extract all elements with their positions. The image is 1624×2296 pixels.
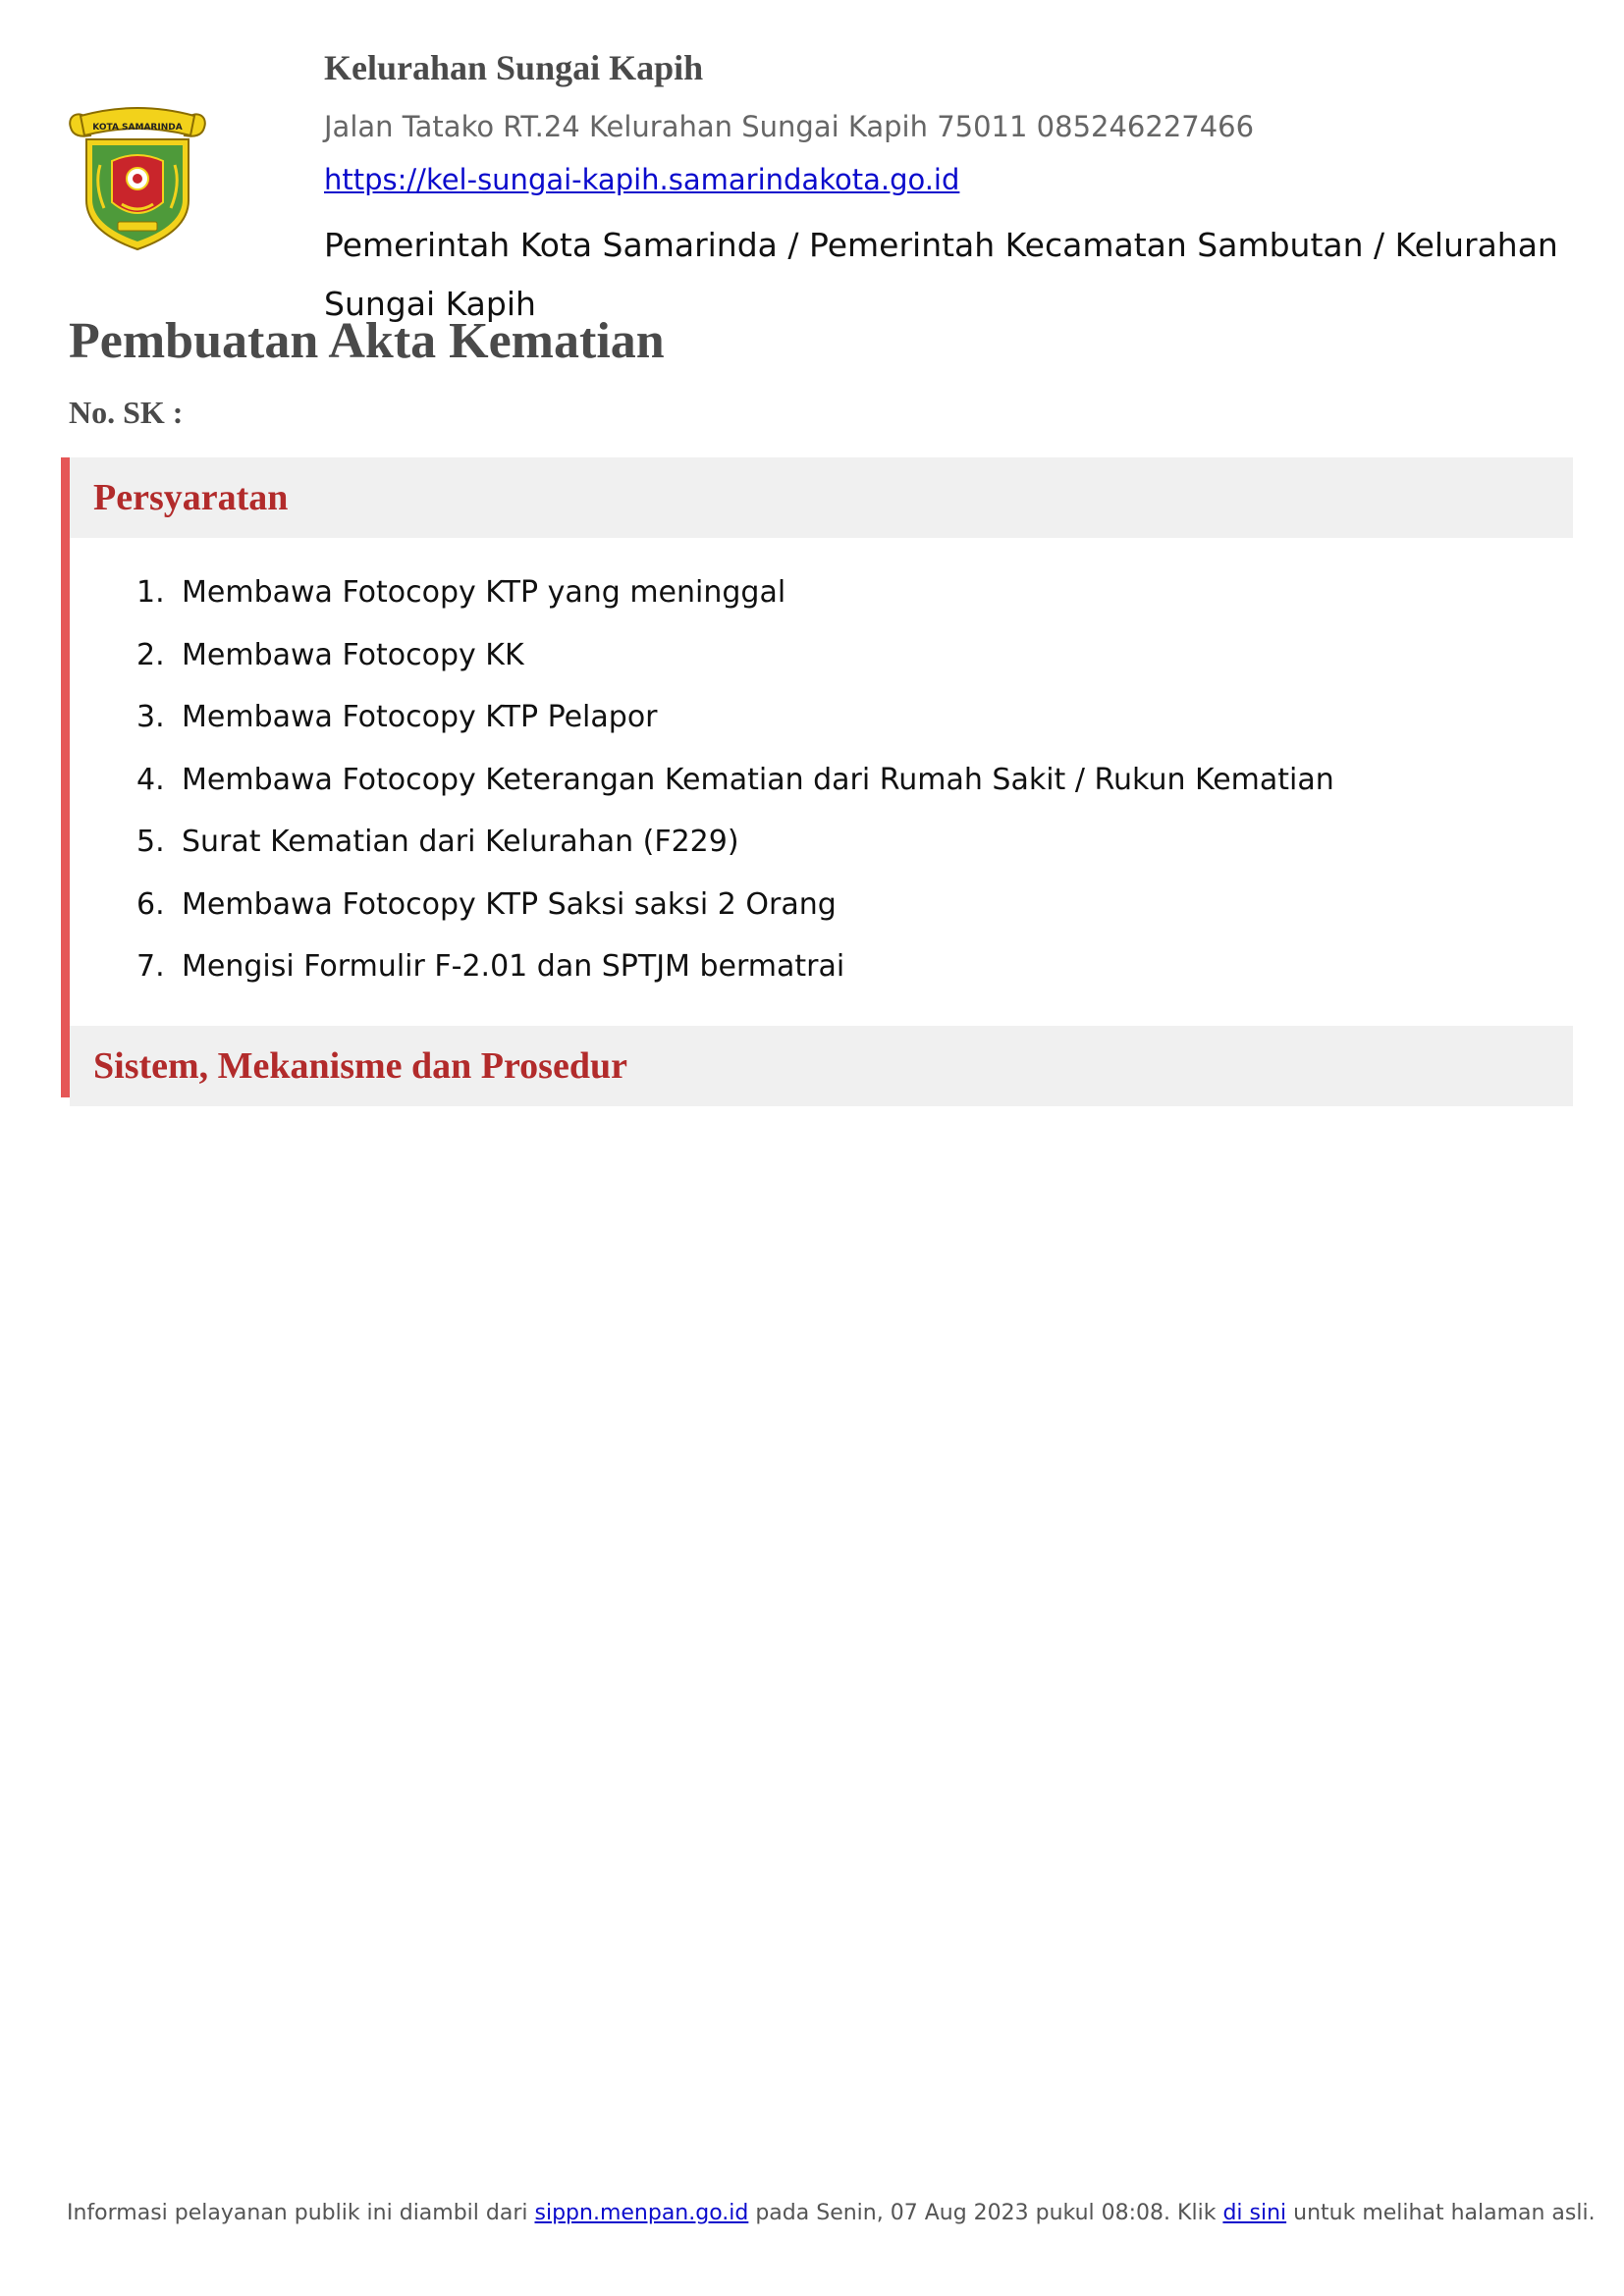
source-footer [67, 2201, 1596, 2225]
list-item-number: 6. [136, 886, 165, 922]
original-page-link[interactable]: di sini [1222, 2201, 1287, 2225]
list-item-text: Membawa Fotocopy KTP Saksi saksi 2 Orang [182, 886, 837, 922]
source-link[interactable]: sippn.menpan.go.id [534, 2201, 749, 2225]
list-item-number: 5. [136, 825, 165, 859]
letterhead [0, 0, 1624, 323]
list-item [70, 749, 1573, 812]
service-content [61, 457, 1573, 1097]
list-item [70, 874, 1573, 936]
procedure-heading: Sistem, Mekanisme dan Prosedur [70, 1026, 1573, 1106]
list-item [70, 561, 1573, 624]
footer-middle: pada Senin, 07 Aug 2023 pukul 08:08. Klik [755, 2201, 1217, 2225]
list-item [70, 624, 1573, 687]
list-item [70, 935, 1573, 998]
list-item-text: Membawa Fotocopy KK [182, 637, 524, 672]
list-item-text: Membawa Fotocopy KTP yang meninggal [182, 575, 786, 610]
list-item-number: 4. [136, 762, 165, 797]
sk-number-label: No. SK : [69, 395, 184, 430]
list-item-text: Membawa Fotocopy Keterangan Kematian dari Rumah Sakit / Rukun Kematian [182, 762, 1334, 797]
list-item-number: 2. [136, 637, 165, 672]
list-item-text: Mengisi Formulir F-2.01 dan SPTJM bermatrai [182, 949, 845, 984]
list-item-number: 7. [136, 949, 165, 984]
list-item [70, 811, 1573, 874]
kota-samarinda-emblem-icon [65, 106, 210, 255]
org-hierarchy: Pemerintah Kota Samarinda / Pemerintah Kecamatan Sambutan / Kelurahan Sungai Kapih [324, 226, 1558, 323]
list-item [70, 686, 1573, 749]
org-address: Jalan Tatako RT.24 Kelurahan Sungai Kapih 75011 085246227466 [324, 110, 1255, 143]
org-name: Kelurahan Sungai Kapih [324, 48, 704, 87]
requirements-heading: Persyaratan [70, 457, 1573, 538]
requirements-list [70, 538, 1573, 1026]
sk-number [69, 395, 183, 431]
list-item-text: Membawa Fotocopy KTP Pelapor [182, 700, 658, 734]
list-item-number: 1. [136, 575, 165, 610]
page-title: Pembuatan Akta Kematian [69, 313, 665, 369]
footer-suffix: untuk melihat halaman asli. [1293, 2201, 1596, 2225]
footer-prefix: Informasi pelayanan publik ini diambil dari [67, 2201, 528, 2225]
list-item-number: 3. [136, 700, 165, 734]
org-website-link[interactable]: https://kel-sungai-kapih.samarindakota.go.id [324, 163, 960, 196]
list-item-text: Surat Kematian dari Kelurahan (F229) [182, 825, 739, 859]
svg-text:KOTA SAMARINDA: KOTA SAMARINDA [92, 123, 183, 133]
